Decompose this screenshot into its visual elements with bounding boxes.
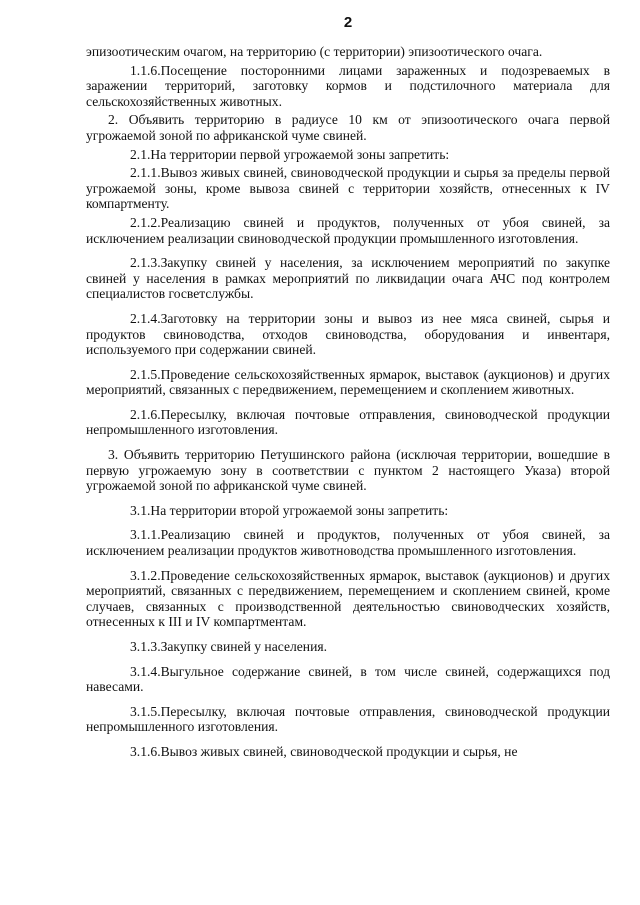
paragraph [86, 407, 610, 438]
paragraph [86, 447, 610, 494]
clause-number: 3.1.5. [130, 703, 161, 719]
paragraph-text: 2. Объявить территорию в радиусе 10 км от эпизоотического очага первой угрожаемой зоной по африканской чуме свиней. [86, 112, 610, 143]
paragraph [86, 255, 610, 302]
paragraph [86, 704, 610, 735]
clause-number: 2.1.1. [130, 165, 161, 181]
paragraph [86, 503, 610, 519]
paragraph-text: На территории первой угрожаемой зоны запретить: [150, 146, 450, 162]
clause-number: 1.1.6. [130, 62, 161, 78]
paragraph [86, 664, 610, 695]
paragraph [86, 568, 610, 630]
page-number: 2 [343, 14, 353, 31]
clause-number: 3.1.3. [130, 639, 161, 654]
paragraph [86, 527, 610, 558]
paragraph-text: Вывоз живых свиней, свиноводческой продукции и сырья за пределы первой угрожаемой зоны, кроме вывоза свиней с территории хозяйств, отнесенных к IV компартменту. [86, 165, 610, 212]
paragraph [86, 44, 610, 60]
clause-number: 2.1. [130, 146, 151, 162]
paragraph [86, 311, 610, 358]
paragraph-text: Закупку свиней у населения. [160, 639, 327, 654]
document-body [86, 44, 610, 760]
paragraph [86, 744, 610, 760]
paragraph-text: Закупку свиней у населения, за исключением мероприятий по закупке свиней у населения в рамках мероприятий по ликвидации очага АЧС под контролем специалистов госветслужбы. [86, 255, 610, 302]
clause-number: 2.1.6. [130, 406, 161, 422]
clause-number: 2.1.4. [130, 310, 161, 326]
paragraph-text: Посещение посторонними лицами зараженных и подозреваемых в заражении территорий, заготовку кормов и подстилочного материала для сельскохозяйственных животных. [86, 62, 610, 109]
paragraph-text: Реализацию свиней и продуктов, полученных от убоя свиней, за исключением реализации свиноводческой продукции промышленного изготовления. [86, 214, 610, 246]
paragraph-text: 3. Объявить территорию Петушинского района (исключая территории, вошедшие в первую угрожаемую зону в соответствии с пунктом 2 настоящего Указа) второй угрожаемой зоной по африканской чуме свиней. [86, 447, 610, 494]
clause-number: 3.1. [130, 502, 151, 518]
paragraph-text: На территории второй угрожаемой зоны запретить: [150, 502, 449, 518]
paragraph-text: эпизоотическим очагом, на территорию (с территории) эпизоотического очага. [86, 44, 543, 59]
paragraph-text: Выгульное содержание свиней, в том числе свиней, содержащихся под навесами. [86, 663, 610, 695]
paragraph-text: Пересылку, включая почтовые отправления, свиноводческой продукции непромышленного изготовления. [86, 406, 610, 438]
clause-number: 3.1.6. [130, 743, 161, 759]
clause-number: 2.1.2. [130, 214, 161, 230]
paragraph [86, 112, 610, 143]
clause-number: 3.1.4. [130, 663, 161, 679]
paragraph [86, 147, 610, 163]
paragraph [86, 63, 610, 110]
paragraph [86, 215, 610, 246]
paragraph-text: Пересылку, включая почтовые отправления, свиноводческой продукции непромышленного изготовления. [86, 703, 610, 735]
clause-number: 3.1.2. [130, 567, 161, 583]
paragraph-text: Реализацию свиней и продуктов, полученных от убоя свиней, за исключением реализации продуктов животноводства промышленного изготовления. [86, 527, 610, 559]
paragraph-text: Проведение сельскохозяйственных ярмарок, выставок (аукционов) и других мероприятий, связанных с передвижением, перемещением и скоплением животных. [86, 366, 610, 398]
paragraph-text: Вывоз живых свиней, свиноводческой продукции и сырья, не [160, 743, 518, 759]
paragraph [86, 367, 610, 398]
clause-number: 3.1.1. [130, 527, 161, 543]
paragraph [86, 639, 610, 655]
clause-number: 2.1.3. [130, 255, 161, 271]
paragraph-text: Проведение сельскохозяйственных ярмарок, выставок (аукционов) и других мероприятий, связанных с передвижением, перемещением и скоплением свиней, кроме случаев, связанных с производственной деятельностью свиноводческих хозяйств, отнесенных к III и IV компартментам. [86, 567, 610, 630]
clause-number: 2.1.5. [130, 366, 161, 382]
paragraph [86, 165, 610, 212]
paragraph-text: Заготовку на территории зоны и вывоз из нее мяса свиней, сырья и продуктов свиноводства, отходов свиноводства, оборудования и инвентаря, используемого при содержании свиней. [86, 310, 610, 358]
